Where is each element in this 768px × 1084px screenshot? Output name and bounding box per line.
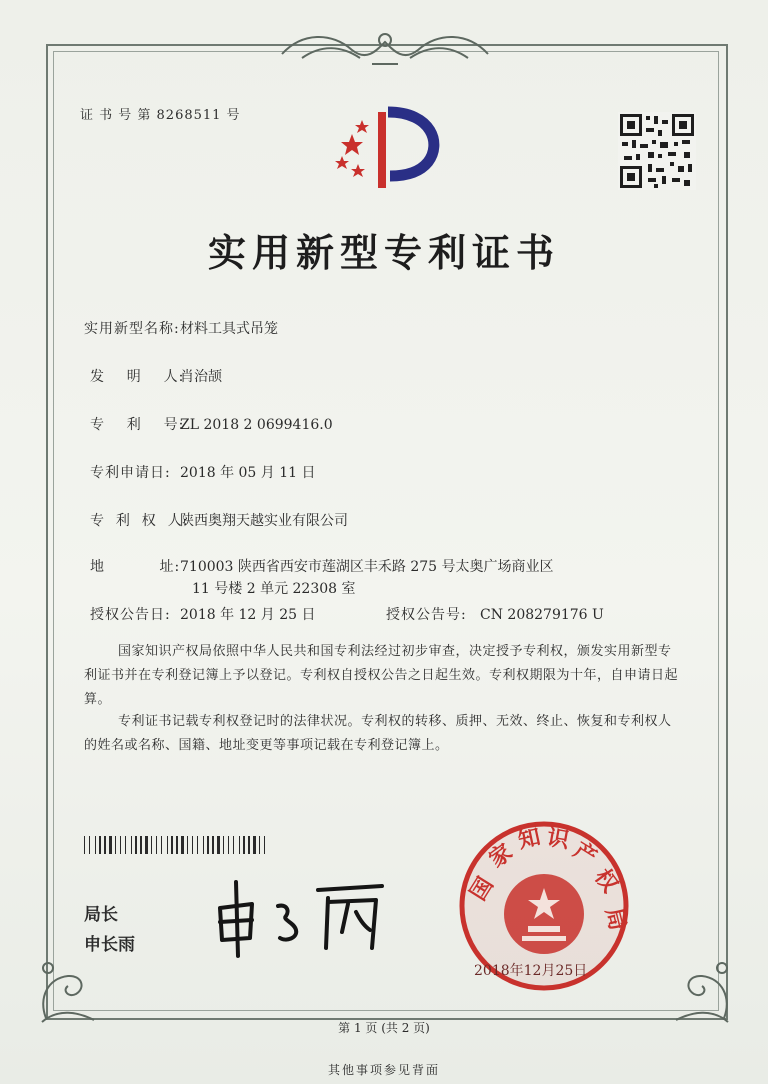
field-label: 授权公告日:: [90, 607, 171, 623]
field-value: 肖治颉: [180, 369, 222, 385]
field-label: 专 利 号:: [90, 417, 185, 433]
seal-char-6: 权: [589, 864, 623, 898]
field-grant-date: [90, 604, 316, 624]
barcode: [84, 836, 268, 854]
field-label: 实用新型名称:: [84, 321, 180, 337]
field-label: 地 址:: [90, 559, 181, 575]
field-label: 发 明 人:: [90, 369, 185, 385]
seal-char-7: 局: [600, 905, 630, 933]
handwritten-signature: [206, 868, 396, 958]
field-utility-model-name: [84, 318, 278, 338]
qr-code: [618, 112, 696, 190]
field-value: 2018 年 12 月 25 日: [180, 607, 316, 623]
stamp-date: 2018年12月25日: [474, 963, 588, 979]
field-patentee: [90, 510, 348, 530]
paragraph-grant-statement: 国家知识产权局依照中华人民共和国专利法经过初步审查，决定授予专利权，颁发实用新型专利证书并在专利登记簿上予以登记。专利权自授权公告之日起生效。专利权期限为十年，自申请日起算。: [84, 644, 679, 707]
field-value: ZL 2018 2 0699416.0: [180, 417, 333, 433]
field-label: 专利申请日:: [90, 465, 171, 481]
field-label: 授权公告号:: [386, 607, 467, 623]
seal-char-4: 识: [544, 825, 571, 854]
document-title: 实用新型专利证书: [207, 231, 560, 275]
seal-char-2: 家: [484, 839, 518, 873]
signatory-name: 申长雨: [84, 935, 135, 955]
field-value: 2018 年 05 月 11 日: [180, 465, 316, 481]
certificate-number: 证 书 号 第 8268511 号: [80, 108, 241, 123]
patent-office-logo: [328, 104, 444, 196]
seal-char-3: 知: [516, 824, 543, 854]
paragraph-legal-status: 专利证书记载专利权登记时的法律状况。专利权的转移、质押、无效、终止、恢复和专利权人的姓名或名称、国籍、地址变更等事项记载在专利登记簿上。: [84, 714, 672, 753]
field-inventor: [90, 366, 222, 386]
signatory-title: 局长: [84, 905, 118, 925]
field-value: 材料工具式吊笼: [180, 321, 278, 337]
back-note: 其他事项参见背面: [327, 1063, 440, 1077]
field-grant-number: [386, 604, 604, 624]
field-value: CN 208279176 U: [480, 607, 604, 623]
top-ornament: [272, 24, 498, 74]
field-value: 陕西奥翔天越实业有限公司: [180, 513, 348, 529]
field-patent-number: [90, 414, 333, 434]
field-label: 专 利 权 人:: [90, 513, 189, 529]
seal-char-5: 产: [568, 837, 601, 871]
corner-ornament-left: [28, 948, 108, 1028]
address-line-2: 11 号楼 2 单元 22308 室: [192, 581, 356, 597]
field-application-date: [90, 462, 316, 482]
corner-ornament-right: [662, 948, 742, 1028]
field-address: [90, 556, 554, 576]
page-number: 第 1 页 (共 2 页): [338, 1021, 430, 1035]
seal-char-1: 国: [465, 873, 499, 906]
address-line-1: 710003 陕西省西安市莲湖区丰禾路 275 号太奥广场商业区: [180, 559, 554, 575]
